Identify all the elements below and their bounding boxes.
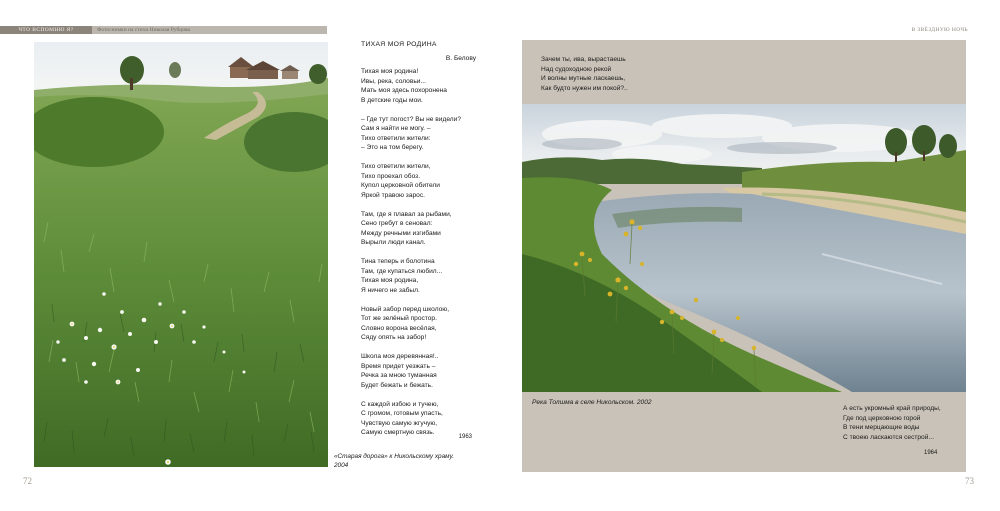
poem-line: Тихая моя родина! [361,68,419,75]
poem-line: – Это на том берегу. [361,144,424,151]
bottom-stanza-line: А есть укромный край природы, [843,405,941,412]
poem-line: Купол церковной обители [361,182,440,189]
left-caption-text: к Никольскому храму. [387,453,454,460]
poem-line: Тихо ответили жители, [361,163,431,170]
poem-line: Самую смертную связь. [361,429,435,436]
poem-line: Тихая моя родина, [361,277,419,284]
poem-line: Сено гребут в сеновал: [361,220,433,227]
poem-line: Словно ворона весёлая, [361,324,437,332]
river-photo-caption: Река Толшма в селе Никольском. 2002 [532,399,652,406]
poem-stanza [361,257,476,295]
poem-block [361,40,476,447]
poem-title: ТИХАЯ МОЯ РОДИНА [361,41,437,48]
page-number-right: 73 [965,476,974,486]
poem-dedication: В. Белову [445,54,476,62]
poem-line: Тина теперь и болотина [361,258,435,265]
poem-stanza [361,115,476,153]
poem-line: Школа моя деревянная!.. [361,353,439,360]
poem-stanza [361,210,476,248]
poem-stanzas [361,67,476,438]
bottom-stanza-line: В тени мерцающие воды [843,424,920,431]
meadow-photo [34,42,328,467]
top-stanza-line: И волны мутные ласкаешь, [541,75,626,82]
poem-line: – Где тут погост? Вы не видели? [361,115,461,123]
poem-line: Время придет уезжать – [361,362,436,370]
book-title-label: Фотоснимки на стихи Николая Рубцова [97,27,190,33]
poem-line: С каждой избою и тучею, [361,400,439,408]
poem-line: Вырыли люди канал. [361,239,426,246]
poem-line: Сам я найти не могу. – [361,125,431,132]
poem-line: Новый забор перед школою, [361,305,450,313]
poem-stanza [361,352,476,390]
running-header-right: В ЗВЁЗДНУЮ НОЧЬ [911,27,968,33]
poem-line: Мать моя здесь похоронена [361,87,447,94]
bottom-poem-year: 1964 [924,450,938,456]
poem-line: Сяду опять на забор! [361,334,427,341]
top-stanza-line: Как будто нужен им покой?.. [541,84,628,92]
poem-stanza [361,305,476,343]
poem-year: 1963 [458,434,472,440]
poem-line: Я ничего не забыл. [361,286,420,294]
poem-line: Там, где купаться любил... [361,267,443,275]
top-stanza-line: Зачем ты, ива, вырастаешь [541,56,626,63]
poem-line: Яркой травою зарос. [361,191,425,199]
left-caption-year: 2004 [334,462,349,469]
top-stanza [541,55,628,93]
bottom-stanza [843,404,941,442]
section-label: ЧТО ВСПОМНЮ Я? [0,26,92,34]
poem-stanza [361,67,476,105]
top-stanza-line: Над судоходною рекой [541,65,612,73]
poem-line: Речка за мною туманная [361,372,437,379]
running-header-left [0,26,327,34]
poem-line: Ивы, река, соловьи... [361,77,426,85]
poem-line: Тот же зелёный простор. [361,315,437,322]
poem-stanza [361,400,476,438]
left-caption-italic-title: «Старая дорога» [334,453,388,460]
river-photo [522,104,966,392]
poem-line: Тихо ответили жители: [361,134,431,142]
bottom-stanza-line: Где под церковною горой [843,414,921,422]
bottom-stanza-line: С твоею ласкаются сестрой... [843,433,934,441]
poem-line: Будет бежать и бежать. [361,381,433,389]
poem-line: Там, где я плавал за рыбами, [361,210,452,218]
page-number-left: 72 [23,476,32,486]
poem-line: Чувствую самую жгучую, [361,419,438,427]
poem-line: В детские годы мои. [361,96,423,104]
poem-line: С громом, готовым упасть, [361,410,443,417]
poem-stanza [361,162,476,200]
poem-line: Тихо проехал обоз. [361,172,421,180]
left-photo-caption [334,452,474,470]
poem-line: Между речными изгибами [361,229,441,237]
